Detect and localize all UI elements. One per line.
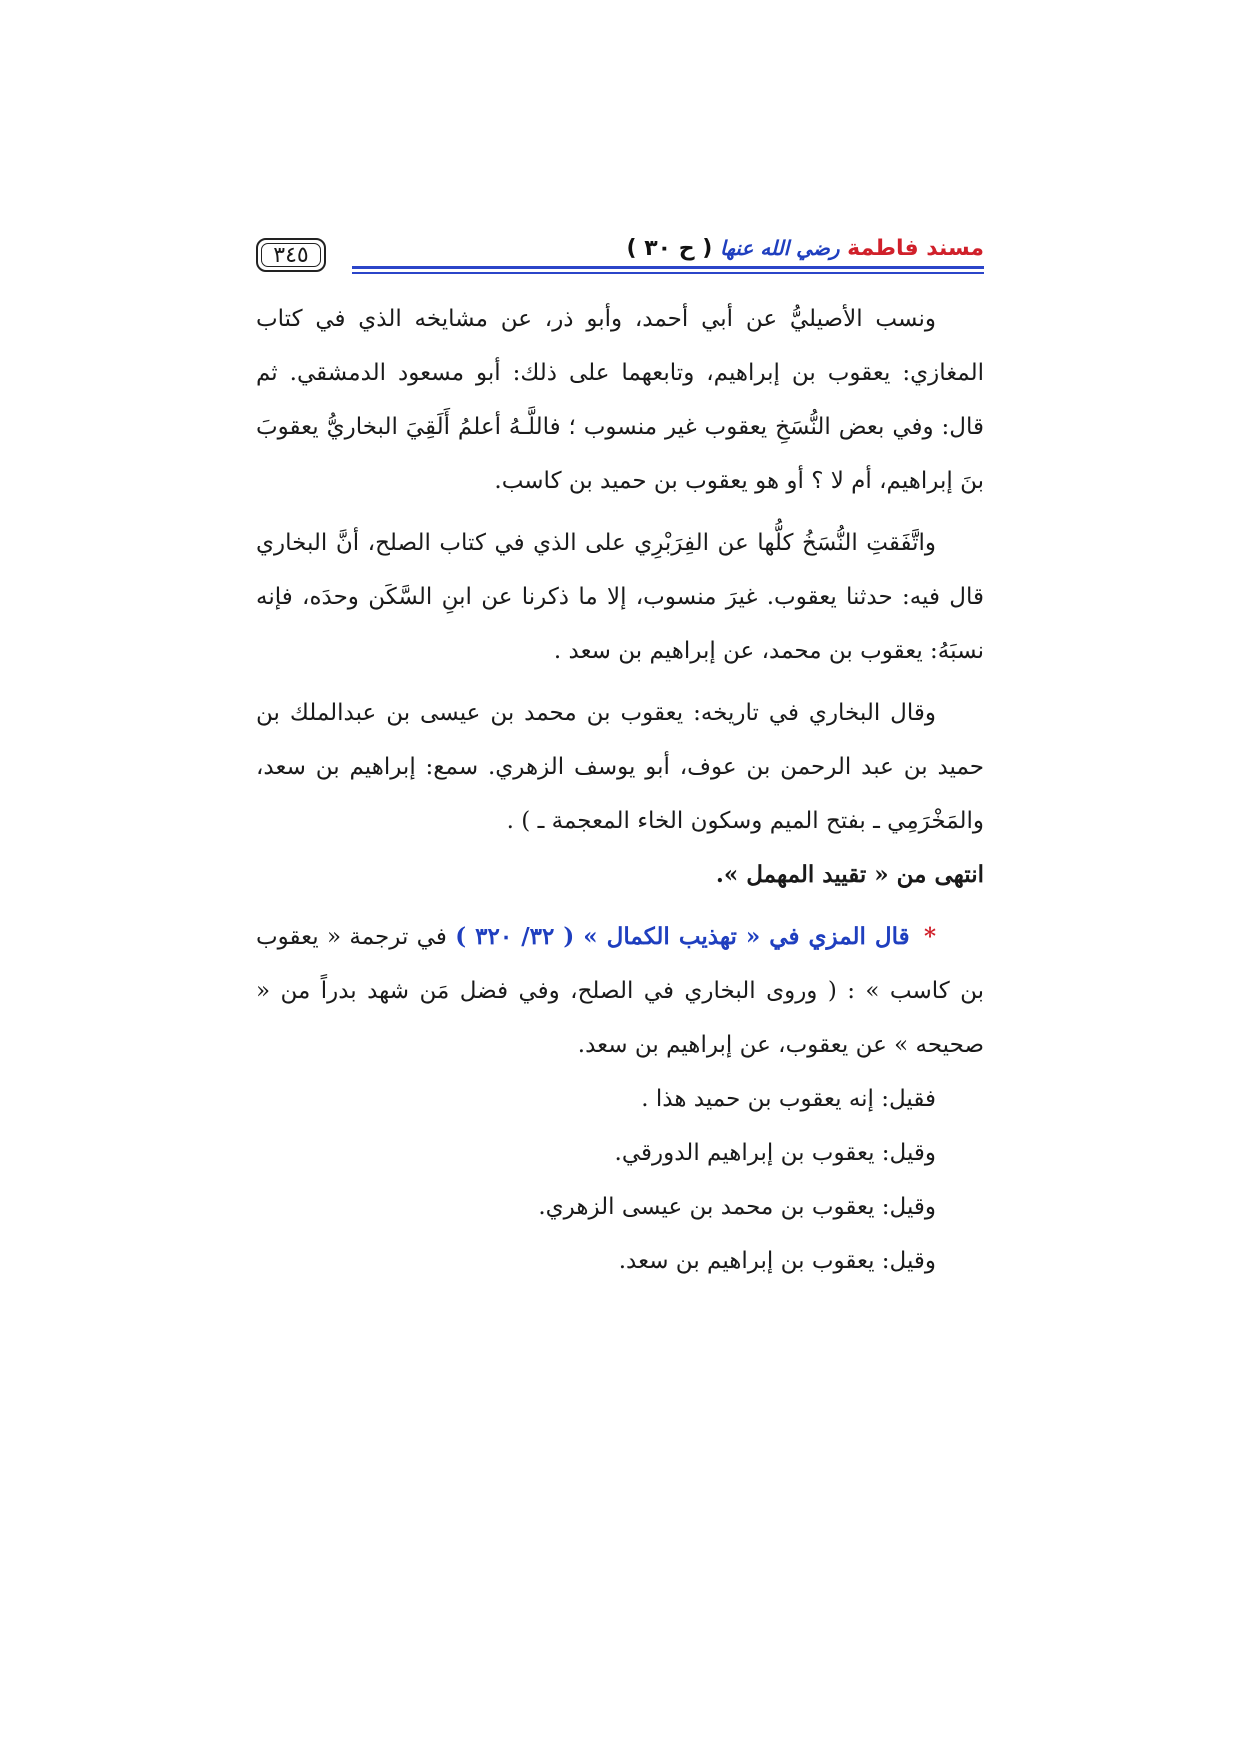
paragraph-1: ونسب الأصيليُّ عن أبي أحمد، وأبو ذر، عن مشايخه الذي في كتاب المغازي: يعقوب بن إبراهيم، وتابعهما على ذلك: أبو مسعود الدمشقي. ثم قال: وفي بعض النُّسَخِ يعقوب غير منسوب ؛ فاللَّـهُ أعلمُ أَلَقِيَ البخاريُّ يعقوبَ بنَ إبراهيم، أم لا ؟ أو هو يعقوب بن حميد بن كاسب. <box>256 306 984 494</box>
list-item: وقيل: يعقوب بن محمد بن عيسى الزهري. <box>538 1194 936 1220</box>
running-title-main: مسند فاطمة <box>847 236 984 261</box>
quote-lead: قال المزي في « تهذيب الكمال » ( ٣٢/ ٣٢٠ ) <box>455 923 910 950</box>
paragraph-3 <box>256 686 984 902</box>
list-item: وقيل: يعقوب بن إبراهيم الدورقي. <box>614 1140 936 1166</box>
page-header <box>256 232 984 272</box>
hadith-number: ( ح ٣٠ ) <box>626 236 713 261</box>
list-item: فقيل: إنه يعقوب بن حميد هذا . <box>641 1086 936 1112</box>
header-rule <box>352 266 984 269</box>
paragraph-2: واتَّفَقتِ النُّسَخُ كلُّها عن الفِرَبْرِي على الذي في كتاب الصلح، أنَّ البخاري قال فيه: حدثنا يعقوب. غيرَ منسوب، إلا ما ذكرنا عن ابنِ السَّكَن وحدَه، فإنه نسبَهُ: يعقوب بن محمد، عن إبراهيم بن سعد . <box>256 530 984 664</box>
quote-rest: في ترجمة « يعقوب بن كاسب » : ( وروى البخاري في الصلح، وفي فضل مَن شهد بدراً من « صحيحه » عن يعقوب، عن إبراهيم بن سعد. <box>256 924 984 1058</box>
page-number-box <box>256 238 326 272</box>
list-item: وقيل: يعقوب بن إبراهيم بن سعد. <box>618 1248 936 1274</box>
page-body <box>256 292 984 1288</box>
paragraph-3-end: انتهى من « تقييد المهمل ». <box>715 861 984 888</box>
paragraph-4 <box>256 910 984 1072</box>
running-title <box>626 236 984 261</box>
star-marker: * <box>923 923 937 950</box>
paragraph-3-text: وقال البخاري في تاريخه: يعقوب بن محمد بن عيسى بن عبدالملك بن حميد بن عبد الرحمن بن عوف، أبو يوسف الزهري. سمع: إبراهيم بن سعد، والمَخْرَمِي ـ بفتح الميم وسكون الخاء المعجمة ـ ) . <box>256 700 984 834</box>
header-rule-thin <box>352 272 984 274</box>
honorific-glyph: رضي الله عنها <box>719 236 840 260</box>
page-number: ٣٤٥ <box>273 242 309 268</box>
